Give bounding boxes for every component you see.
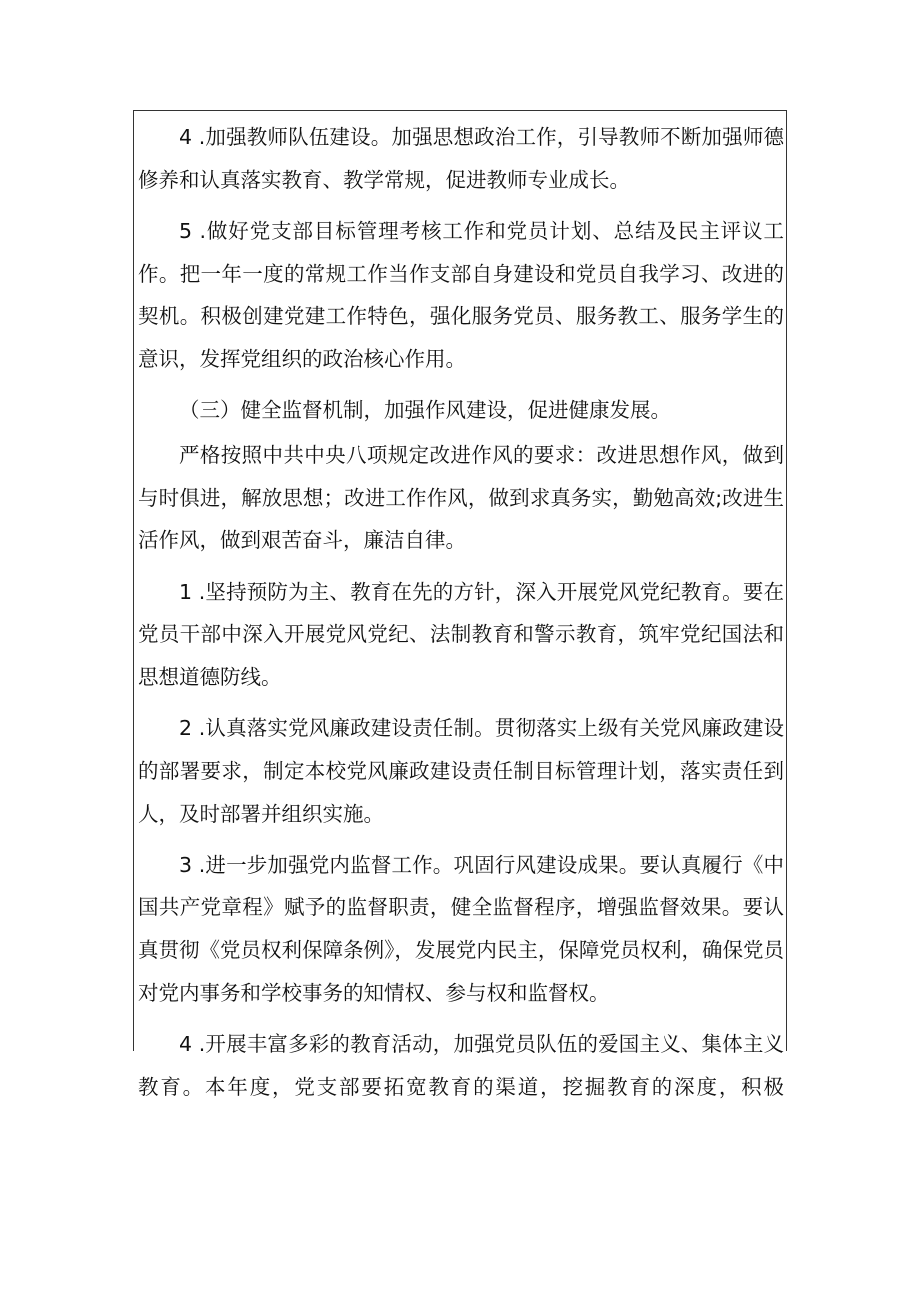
paragraph-item-5-management: 5 .做好党支部目标管理考核工作和党员计划、总结及民主评议工作。把一年一度的常规工作当作支部自身建设和党员自我学习、改进的契机。积极创建党建工作特色，强化服务党员、服务教工、服务学生的意识，发挥党组织的政治核心作用。 bbox=[138, 218, 784, 372]
paragraph-item-4-activities: 4 .开展丰富多彩的教育活动，加强党员队伍的爱国主义、集体主义教育。本年度，党支部要拓宽教育的渠道，挖掘教育的深度，积极 bbox=[138, 1032, 784, 1099]
paragraph-item-4-teachers: 4 .加强教师队伍建设。加强思想政治工作，引导教师不断加强师德修养和认真落实教育、教学常规，促进教师专业成长。 bbox=[138, 125, 784, 192]
section-heading-3: （三）健全监督机制，加强作风建设，促进健康发展。 bbox=[179, 398, 671, 423]
document-body bbox=[138, 116, 784, 1117]
paragraph-item-2-responsibility: 2 .认真落实党风廉政建设责任制。贯彻落实上级有关党风廉政建设的部署要求，制定本校党风廉政建设责任制目标管理计划，落实责任到人，及时部署并组织实施。 bbox=[138, 716, 784, 826]
paragraph-item-3-supervision: 3 .进一步加强党内监督工作。巩固行风建设成果。要认真履行《中国共产党章程》赋予的监督职责，健全监督程序，增强监督效果。要认真贯彻《党员权利保障条例》，发展党内民主，保障党员权利，确保党员对党内事务和学校事务的知情权、参与权和监督权。 bbox=[138, 852, 784, 1005]
paragraph-style-requirements: 严格按照中共中央八项规定改进作风的要求：改进思想作风，做到与时俱进，解放思想；改进工作作风，做到求真务实，勤勉高效;改进生活作风，做到艰苦奋斗，廉洁自律。 bbox=[138, 442, 784, 553]
paragraph-item-1-prevention: 1 .坚持预防为主、教育在先的方针，深入开展党风党纪教育。要在党员干部中深入开展党风党纪、法制教育和警示教育，筑牢党纪国法和思想道德防线。 bbox=[138, 579, 784, 689]
